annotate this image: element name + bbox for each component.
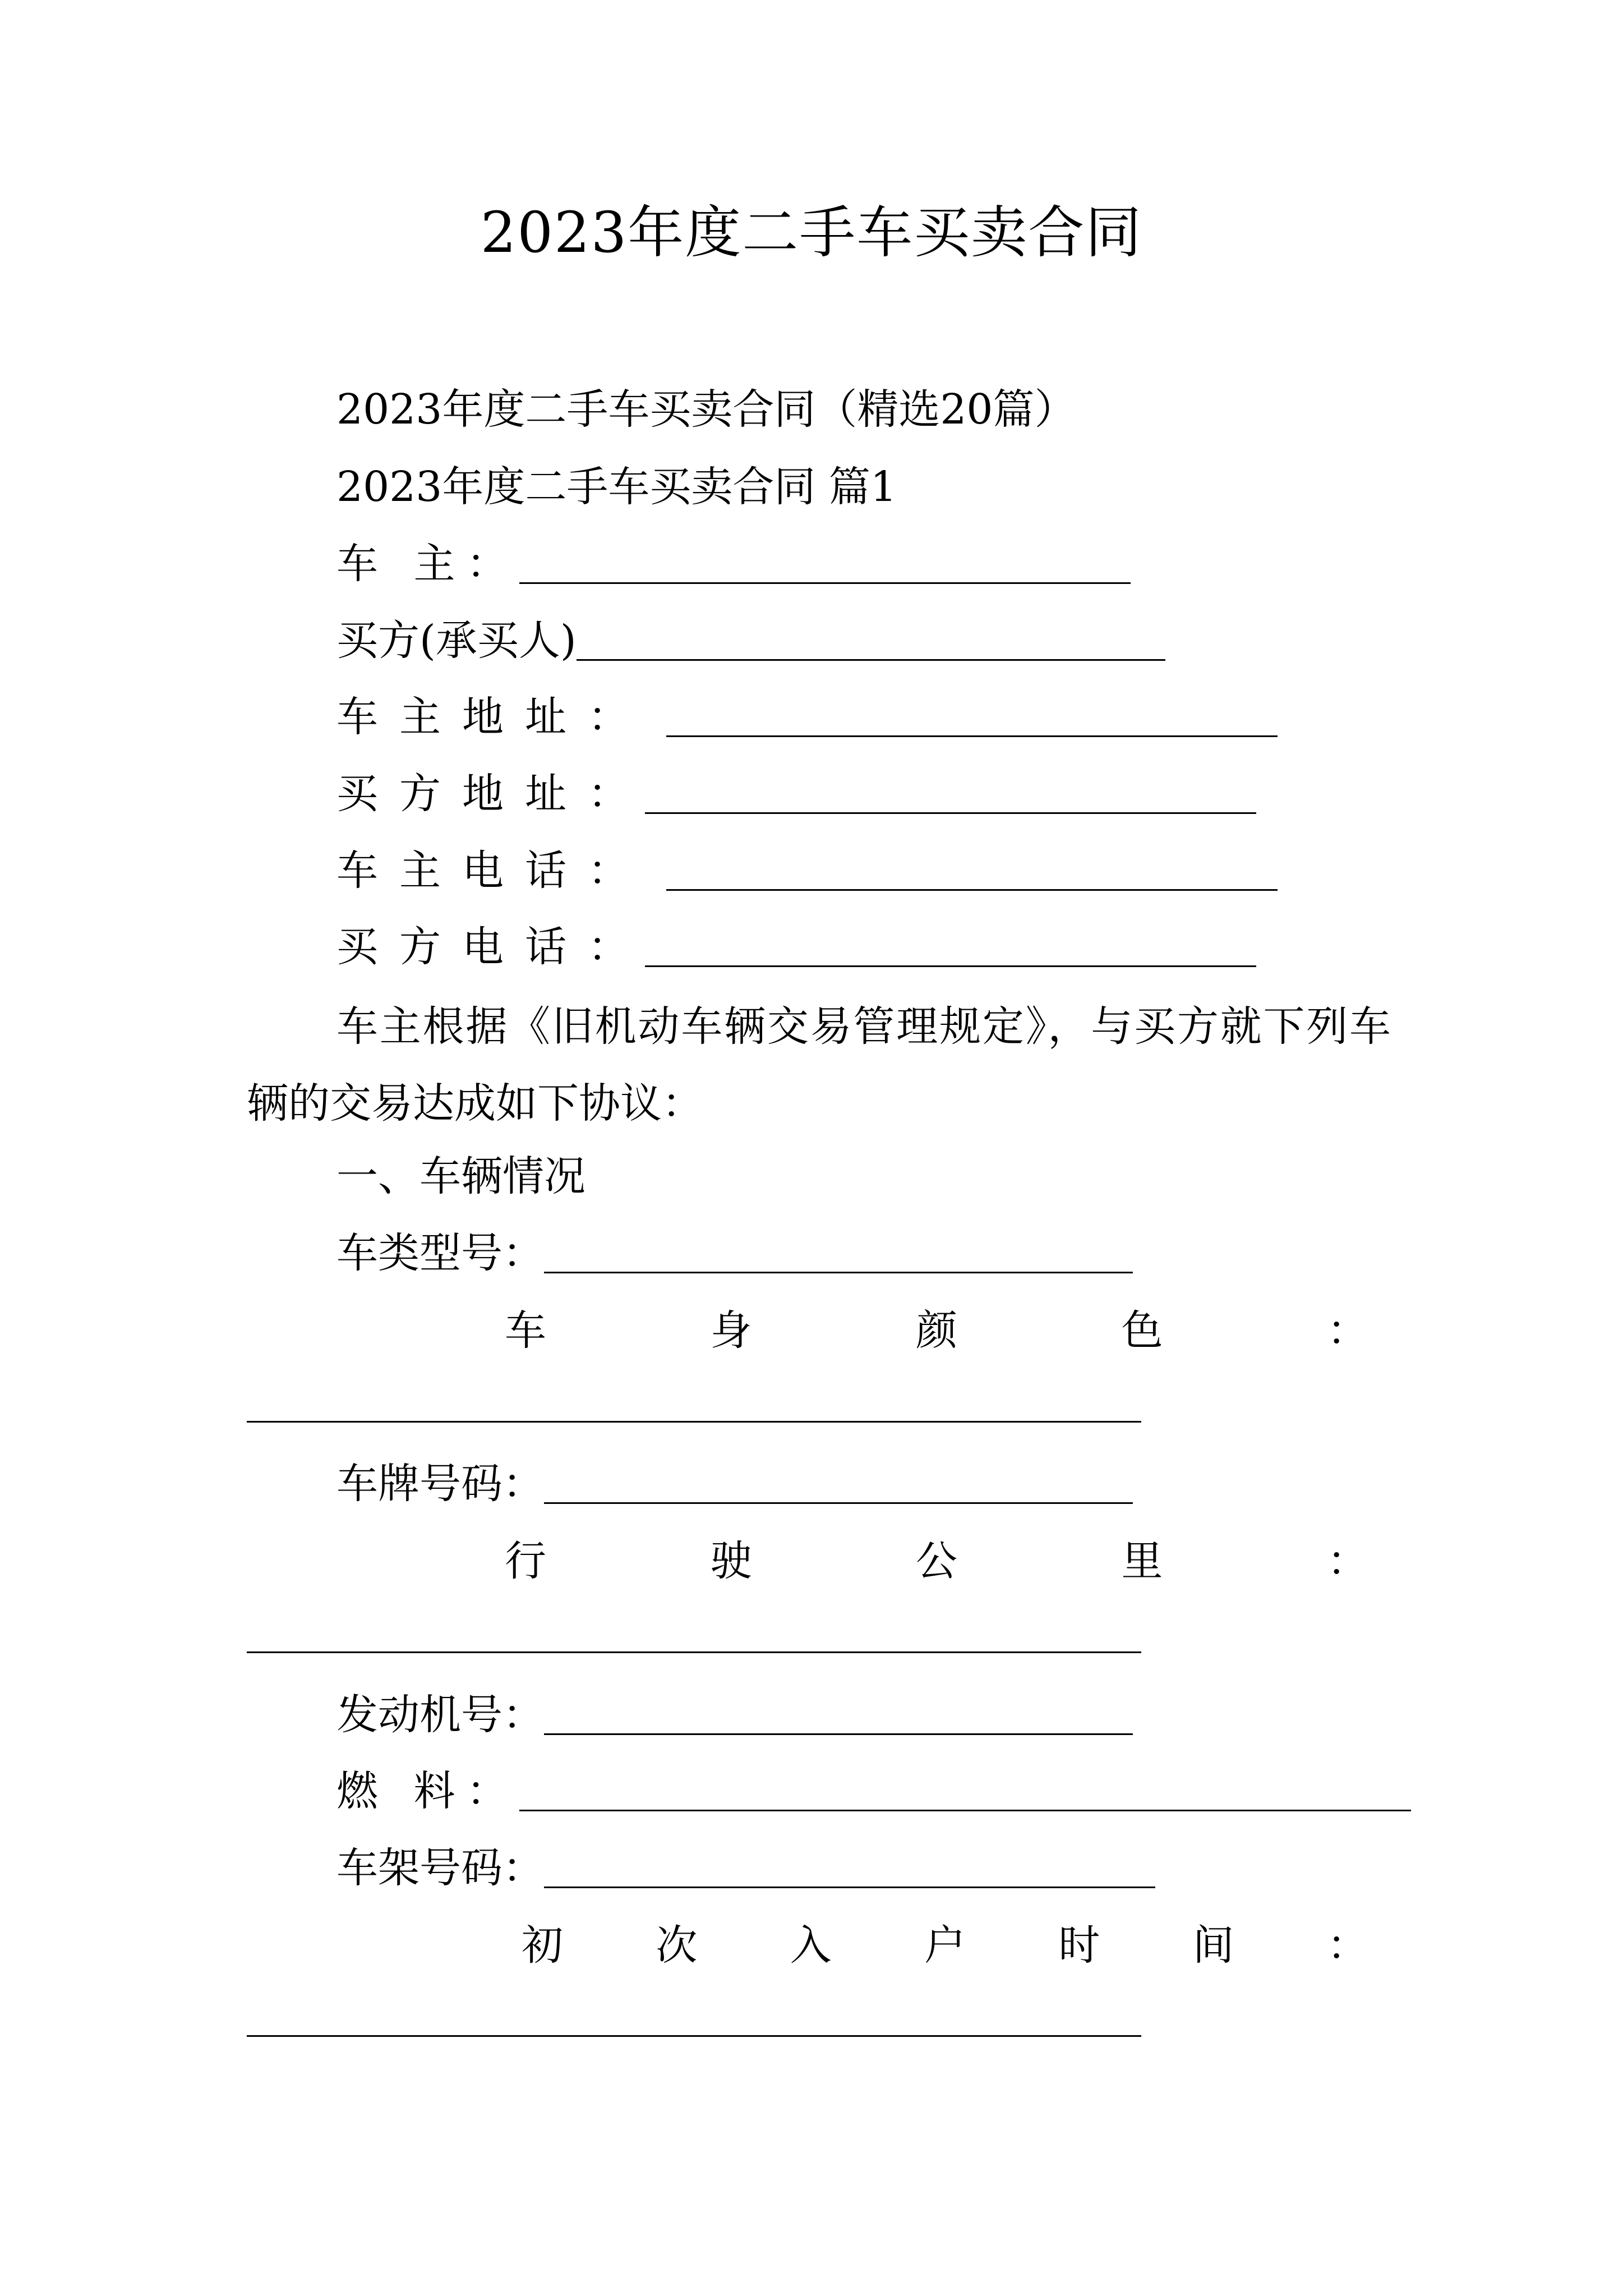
engine-label: 发动机号： [336, 1691, 544, 1739]
vehicle-heading-text: 一、车辆情况 [336, 1152, 585, 1200]
registration-char: 次 [656, 1921, 698, 1970]
mileage-char: 公 [916, 1537, 957, 1585]
frame-blank[interactable] [544, 1887, 1155, 1888]
document-subtitle [336, 381, 1076, 438]
mileage-char: ： [1327, 1537, 1368, 1585]
color-char: 身 [710, 1306, 752, 1355]
frame-row [336, 1840, 1155, 1896]
registration-char: 时 [1058, 1921, 1100, 1970]
mileage-char: 驶 [710, 1537, 752, 1585]
engine-blank[interactable] [544, 1733, 1133, 1735]
subtitle-text: 2023年度二手车买卖合同（精选20篇） [336, 385, 1076, 434]
frame-label: 车架号码： [336, 1844, 544, 1892]
fuel-label: 燃 料： [336, 1767, 519, 1815]
registration-row [336, 1917, 1368, 1973]
plate-blank[interactable] [544, 1502, 1133, 1504]
buyer-blank[interactable] [577, 659, 1165, 661]
buyer-phone-label: 买方电话： [336, 923, 651, 971]
registration-char: 入 [790, 1921, 832, 1970]
fuel-row [336, 1763, 1411, 1819]
registration-char: 间 [1192, 1921, 1234, 1970]
owner-blank[interactable] [519, 582, 1131, 584]
fuel-blank[interactable] [519, 1810, 1411, 1811]
mileage-char: 里 [1121, 1537, 1163, 1585]
color-blank[interactable] [247, 1421, 1141, 1423]
owner-row [336, 536, 1131, 592]
color-char: 颜 [916, 1306, 957, 1355]
buyer-phone-blank[interactable] [645, 965, 1256, 967]
color-char: 车 [505, 1306, 546, 1355]
model-blank[interactable] [544, 1272, 1133, 1273]
mileage-char: 行 [505, 1537, 546, 1585]
buyer-address-row [336, 766, 1256, 822]
owner-address-label: 车主地址： [336, 693, 651, 741]
color-char: ： [1327, 1306, 1368, 1355]
model-label: 车类型号： [336, 1229, 544, 1277]
section-heading-text: 2023年度二手车买卖合同 篇1 [336, 463, 897, 511]
owner-address-row [336, 689, 1278, 745]
engine-row [336, 1687, 1133, 1743]
buyer-phone-row [336, 919, 1256, 975]
owner-phone-row [336, 843, 1278, 899]
plate-row [336, 1456, 1133, 1512]
mileage-row [336, 1533, 1368, 1589]
owner-phone-label: 车主电话： [336, 846, 651, 895]
model-row [336, 1225, 1133, 1281]
section-heading [336, 459, 897, 515]
color-row [336, 1303, 1368, 1359]
vehicle-heading [336, 1148, 585, 1204]
plate-label: 车牌号码： [336, 1460, 544, 1508]
agreement-paragraph: 车主根据《旧机动车辆交易管理规定》，与买方就下列车辆的交易达成如下协议： [247, 1002, 1391, 1128]
owner-phone-blank[interactable] [666, 889, 1278, 891]
buyer-label: 买方(承买人) [336, 616, 577, 665]
buyer-row [336, 613, 1165, 669]
buyer-address-blank[interactable] [645, 812, 1256, 814]
owner-address-blank[interactable] [666, 735, 1278, 737]
registration-blank[interactable] [247, 2035, 1141, 2037]
owner-label: 车 主： [336, 540, 519, 588]
mileage-blank[interactable] [247, 1651, 1141, 1653]
registration-char: 初 [522, 1921, 563, 1970]
registration-char: ： [1326, 1921, 1368, 1970]
buyer-address-label: 买方地址： [336, 770, 651, 818]
registration-char: 户 [924, 1921, 966, 1970]
color-char: 色 [1121, 1306, 1163, 1355]
document-title: 2023年度二手车买卖合同 [480, 200, 1143, 265]
